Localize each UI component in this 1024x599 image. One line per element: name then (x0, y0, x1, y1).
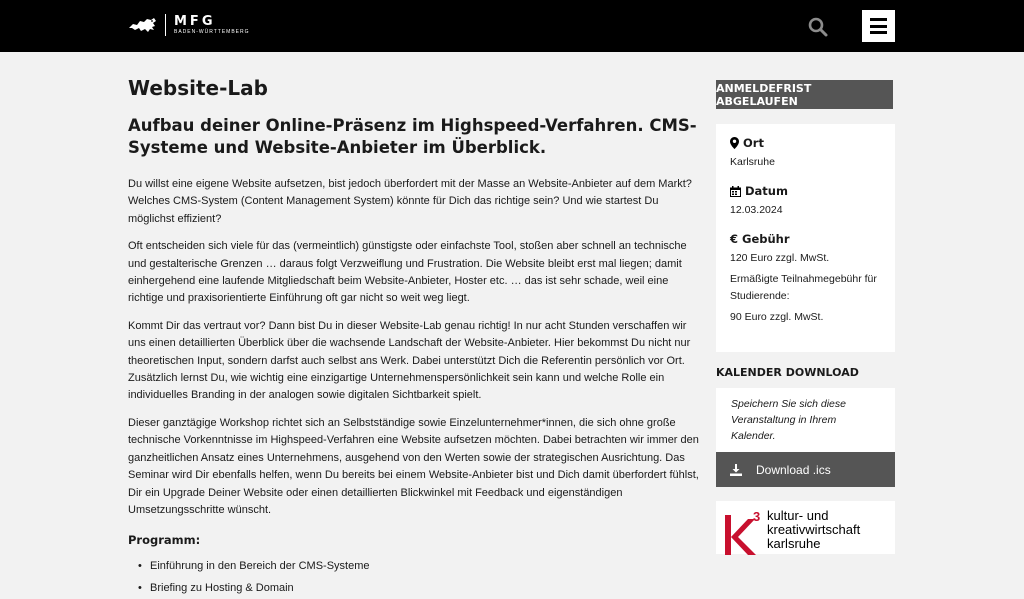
program-list (128, 555, 700, 599)
hamburger-menu-icon (870, 18, 887, 21)
menu-button[interactable] (862, 10, 895, 42)
reduced-fee-label: Ermäßigte Teilnahmegebühr für Studierende: (730, 273, 877, 302)
hamburger-menu-icon (870, 31, 887, 34)
description-paragraphs (128, 176, 700, 519)
location-label: Ort (743, 136, 764, 150)
logo-subtitle: BADEN-WÜRTTEMBERG (174, 28, 250, 35)
location-value: Karlsruhe (730, 156, 775, 168)
calendar-icon (730, 186, 741, 197)
partner-name-line: kultur- und (767, 508, 829, 523)
page-subtitle: Aufbau deiner Online-Präsenz im Highspeed-Verfahren. CMS-Systeme und Website-Anbieter im Überblick. (128, 116, 697, 157)
hamburger-menu-icon (870, 25, 887, 28)
page-title: Website-Lab (128, 76, 268, 100)
lion-logo-icon (127, 14, 159, 36)
description-paragraph: Dieser ganztägige Workshop richtet sich an Selbstständige sowie Einzelunternehmer*innen, die sich ohne große technische Vorkenntnisse im Highspeed-Verfahren eine Website aufsetzen möchten. Dabei betrachten wir immer den ganzheitlichen Ansatz eines Unternehmens, ausgehend von den Werten sowie der strategischen Ausrichtung. Das Seminar wird Dir ebenfalls helfen, wenn Du bereits bei einem Website-Anbieter bist und Dich damit überfordert fühlst, Dir ein Upgrade Deiner Website oder einen detaillierten Blickwinkel mit Feedback und eigenständigen Umsetzungsschritte wünscht. (128, 416, 699, 516)
partner-name (767, 509, 860, 551)
download-icon (730, 464, 742, 476)
description-paragraph: Kommt Dir das vertraut vor? Dann bist Du in dieser Website-Lab genau richtig! In nur acht Stunden verschaffen wir uns einen detaillierten Überblick über die wachsende Landschaft der Website-Anbieter. Hier bekommst Du nicht nur theoretischen Input, sondern darfst auch selbst ans Werk. Dabei unterstützt Dich die Referentin persönlich vor Ort. Zusätzlich lernst Du, wie wichtig eine einzigartige Unternehmenspersönlichkeit sein kann und welche Rolle ein individuelles Branding in der analogen sowie digitalen Sichtbarkeit spielt. (128, 319, 691, 402)
event-info-box (716, 124, 895, 352)
location-heading (730, 136, 881, 150)
date-heading (730, 184, 881, 198)
fee-value: 120 Euro zzgl. MwSt. (730, 252, 830, 264)
registration-deadline-badge: ANMELDEFRIST ABGELAUFEN (716, 80, 893, 109)
program-heading: Programm: (128, 533, 201, 548)
download-label: Download .ics (756, 462, 831, 477)
partner-logo-box[interactable] (716, 501, 895, 554)
program-item: • Einführung in den Bereich der CMS-Systeme (138, 555, 710, 577)
search-button[interactable] (806, 15, 830, 39)
program-item: • Briefing zu Hosting & Domain (138, 577, 710, 599)
search-icon (806, 15, 830, 39)
euro-icon: € (730, 232, 739, 246)
svg-text:3: 3 (753, 509, 761, 524)
fee-label: Gebühr (742, 232, 790, 246)
event-description (128, 74, 700, 599)
date-value: 12.03.2024 (730, 204, 783, 216)
date-label: Datum (745, 184, 788, 198)
calendar-download-heading: KALENDER DOWNLOAD (716, 366, 859, 379)
partner-name-line: karlsruhe (767, 536, 821, 551)
logo-title: MFG (174, 13, 216, 29)
fee-heading (730, 232, 881, 246)
reduced-fee-value: 90 Euro zzgl. MwSt. (730, 311, 824, 323)
partner-name-line: kreativwirtschaft (767, 522, 861, 537)
mfg-logo[interactable] (127, 14, 250, 36)
download-ics-button[interactable] (716, 452, 895, 487)
calendar-download-text: Speichern Sie sich diese Veranstaltung in Ihrem Kalender. (716, 388, 895, 452)
map-pin-icon (730, 137, 739, 149)
k3-logo-icon (722, 509, 764, 555)
logo-divider (165, 14, 166, 36)
top-navigation-bar (0, 0, 1024, 52)
description-paragraph: Oft entscheiden sich viele für das (vermeintlich) günstigste oder einfachste Tool, stoßen aber schnell an technische und gestalterische Grenzen … daraus folgt Verzweiflung und Frustration. Die Website bleibt erst mal liegen; damit einhergehend eine laufende Mitgliedschaft beim Website-Anbieter, Hoster etc. … das ist sehr schade, weil eine richtige und praxisorientierte Einführung oft gar nicht so weit weg liegt. (128, 240, 687, 305)
description-paragraph: Du willst eine eigene Website aufsetzen, bist jedoch überfordert mit der Masse an Website-Anbieter auf dem Markt? Welches CMS-System (Content Management System) könnte für Dich das richtige sein? Und wie startest Du möglichst effizient? (128, 178, 692, 225)
